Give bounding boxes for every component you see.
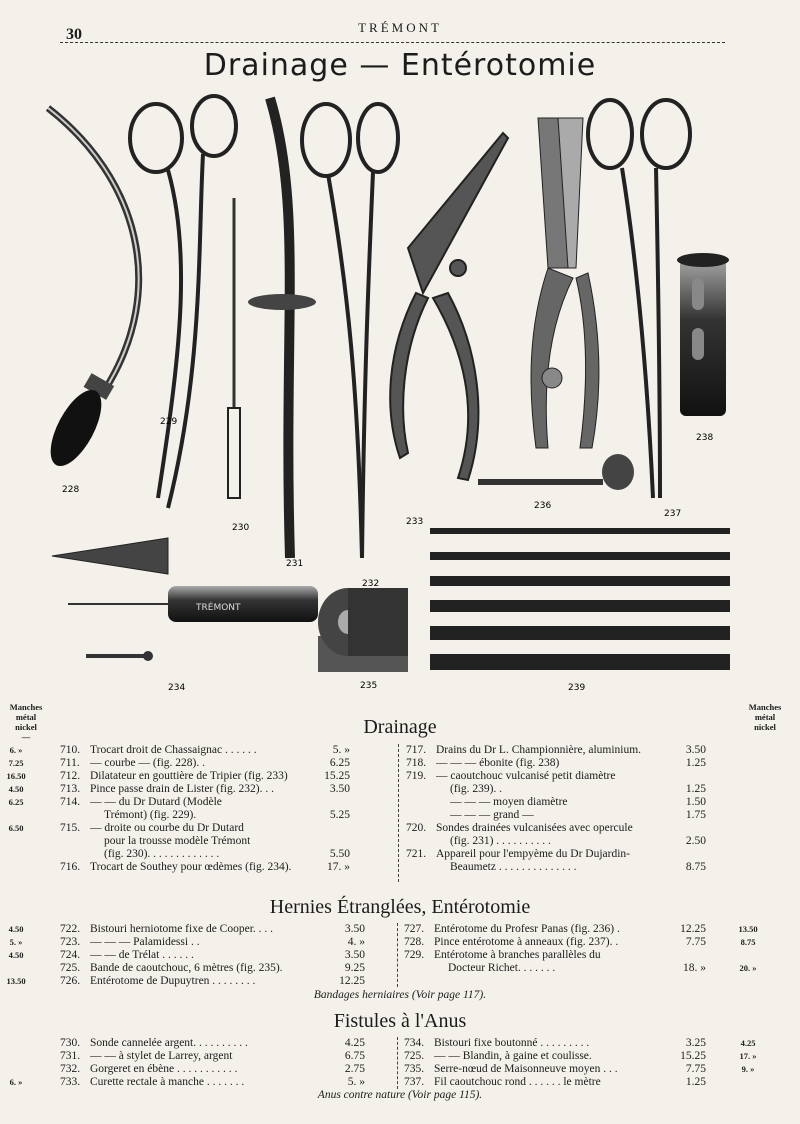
figure-236-enterotome [478, 118, 634, 490]
item-number: 723. [60, 936, 81, 948]
item-description: Trémont) (fig. 229). [104, 809, 197, 821]
item-price: 7.75 [685, 936, 706, 948]
item-description: Dilatateur en gouttière de Tripier (fig. 233) [90, 770, 288, 782]
catalogue-row [8, 949, 365, 962]
figure-234-trocar [52, 538, 318, 661]
item-number: 724. [60, 949, 81, 961]
item-description: — — Blandin, à gaine et coulisse. [434, 1050, 592, 1062]
item-description: — — — Palamidessi . . [90, 936, 200, 948]
header-rule [60, 42, 725, 43]
item-price: 5.25 [329, 809, 350, 821]
catalogue-row [406, 861, 706, 874]
fig-label-239: 239 [568, 683, 586, 693]
figure-237-pince [588, 100, 690, 498]
running-head: TRÉMONT [358, 20, 442, 35]
item-price: 8.75 [685, 861, 706, 873]
item-price: 1.75 [685, 809, 706, 821]
nickel-price: 7.25 [8, 758, 24, 768]
item-description: — caoutchouc vulcanisé petit diamètre [436, 770, 616, 782]
item-number: 725. [404, 1050, 425, 1062]
item-number: 721. [406, 848, 427, 860]
catalogue-row [404, 1063, 755, 1076]
item-number: 733. [60, 1076, 81, 1088]
page-number: 30 [66, 26, 82, 43]
column-divider [397, 1037, 398, 1089]
item-description: Bistouri herniotome fixe de Cooper. . . . [90, 923, 274, 935]
fig-label-231: 231 [286, 559, 304, 569]
catalogue-row [6, 975, 365, 988]
catalogue-row [404, 1050, 757, 1063]
item-price: 12.25 [680, 923, 706, 935]
item-description: pour la trousse modèle Trémont [104, 835, 251, 847]
nickel-price: 4.50 [8, 784, 24, 794]
catalogue-row [60, 1037, 365, 1050]
item-description: — courbe — (fig. 228). . [90, 757, 205, 769]
catalogue-row [60, 1063, 365, 1076]
item-description: — — — ébonite (fig. 238) [436, 757, 560, 769]
catalogue-row [9, 744, 350, 757]
fig-label-229: 229 [160, 417, 178, 427]
item-price: 2.50 [685, 835, 706, 847]
fig-label-237: 237 [664, 509, 682, 519]
item-number: 714. [60, 796, 81, 808]
figure-235-band [318, 588, 408, 672]
catalogue-row [6, 770, 350, 783]
figure-239-tubes [430, 528, 730, 670]
catalogue-row [406, 835, 706, 848]
hernies-left-column [6, 923, 365, 988]
item-number: 713. [60, 783, 81, 795]
item-number: 737. [404, 1076, 425, 1088]
item-price: 4.25 [344, 1037, 365, 1049]
item-number: 729. [404, 949, 425, 961]
figure-232-forceps [302, 104, 398, 558]
note-bandages: Bandages herniaires (Voir page 117). [313, 989, 487, 1001]
item-description: (fig. 230). . . . . . . . . . . . . [104, 848, 220, 860]
item-description: — droite ou courbe du Dr Dutard [90, 822, 244, 834]
item-description: Docteur Richet. . . . . . . [448, 962, 556, 974]
item-description: Curette rectale à manche . . . . . . . [90, 1076, 245, 1088]
catalogue-row [60, 962, 365, 975]
item-description: Gorgeret en ébène . . . . . . . . . . . [90, 1063, 238, 1075]
item-description: Entérotome à branches parallèles du [434, 949, 601, 961]
item-price: 6.75 [344, 1050, 365, 1062]
item-description: Pince passe drain de Lister (fig. 232). . . [90, 783, 274, 795]
nickel-price: 6.50 [8, 823, 24, 833]
item-number: 718. [406, 757, 427, 769]
item-price: 2.75 [344, 1063, 365, 1075]
item-description: — — à stylet de Larrey, argent [90, 1050, 233, 1062]
catalogue-row [406, 822, 706, 835]
item-description: Fil caoutchouc rond . . . . . . le mètre [434, 1076, 601, 1088]
nickel-price: 16.50 [6, 771, 26, 781]
figure-238-drain [677, 253, 729, 416]
nickel-price: 6. » [9, 745, 23, 755]
figure-230-probe [228, 198, 240, 498]
margin-header-left: Manches métal nickel — [9, 702, 43, 742]
catalogue-row [406, 796, 706, 809]
fistules-right-column [404, 1037, 757, 1089]
drainage-right-column [406, 744, 706, 874]
item-number: 732. [60, 1063, 81, 1075]
item-description: Trocart droit de Chassaignac . . . . . . [90, 744, 257, 756]
item-description: Entérotome du Profesr Panas (fig. 236) . [434, 923, 620, 935]
item-number: 731. [60, 1050, 81, 1062]
item-number: 715. [60, 822, 81, 834]
nickel-price: 4.50 [8, 924, 24, 934]
fig-label-233: 233 [406, 517, 424, 527]
nickel-price: 17. » [739, 1051, 757, 1061]
item-price: 3.50 [344, 949, 365, 961]
item-number: 711. [60, 757, 80, 769]
item-number: 730. [60, 1037, 81, 1049]
drainage-left-column [6, 744, 350, 874]
item-number: 720. [406, 822, 427, 834]
item-number: 727. [404, 923, 425, 935]
catalogue-row [406, 848, 706, 861]
fig-label-228: 228 [62, 485, 80, 495]
item-description: Sonde cannelée argent. . . . . . . . . . [90, 1037, 248, 1049]
item-number: 735. [404, 1063, 425, 1075]
item-price: 5. » [332, 744, 350, 756]
nickel-price: 4.50 [8, 950, 24, 960]
nickel-price: 8.75 [740, 937, 756, 947]
section-title-hernies: Hernies Étranglées, Entérotomie [269, 896, 531, 918]
nickel-price: 13.50 [738, 924, 758, 934]
nickel-price: 6. » [9, 1077, 23, 1087]
column-divider [397, 923, 398, 987]
item-number: 726. [60, 975, 81, 987]
item-number: 728. [404, 936, 425, 948]
item-number: 710. [60, 744, 81, 756]
section-title-fistules: Fistules à l'Anus [333, 1010, 467, 1032]
item-description: (fig. 239). . [450, 783, 503, 795]
item-price: 6.25 [329, 757, 350, 769]
column-divider [398, 744, 399, 882]
catalogue-row [8, 757, 350, 770]
catalogue-row [406, 757, 706, 770]
item-description: Appareil pour l'empyème du Dr Dujardin- [436, 848, 631, 860]
instruments-illustration [28, 88, 772, 698]
item-price: 3.50 [329, 783, 350, 795]
engraving-tremont: TRÉMONT [196, 603, 241, 613]
item-description: Sondes drainées vulcanisées avec opercule [436, 822, 633, 834]
item-description: Bistouri fixe boutonné . . . . . . . . . [434, 1037, 590, 1049]
catalogue-row [406, 783, 706, 796]
figure-233-dilator [390, 133, 508, 480]
item-price: 1.25 [685, 1076, 706, 1088]
item-price: 1.25 [685, 757, 706, 769]
item-description: Drains du Dr L. Championnière, aluminium. [436, 744, 642, 756]
hernies-right-column [404, 923, 758, 975]
catalogue-row [404, 936, 756, 949]
item-description: Serre-nœud de Maisonneuve moyen . . . [434, 1063, 618, 1075]
catalogue-row [60, 835, 350, 848]
catalogue-row [60, 1050, 365, 1063]
nickel-price: 5. » [9, 937, 23, 947]
item-price: 18. » [683, 962, 706, 974]
catalogue-row [9, 1076, 365, 1089]
fig-label-234: 234 [168, 683, 186, 693]
item-description: — — — moyen diamètre [450, 796, 568, 808]
nickel-price: 9. » [741, 1064, 755, 1074]
item-price: 1.25 [685, 783, 706, 795]
page-title: Drainage — Entérotomie [203, 48, 597, 83]
item-description: — — — grand — [450, 809, 534, 821]
item-number: 717. [406, 744, 427, 756]
figure-228-trocar [40, 108, 138, 474]
catalogue-row [9, 936, 365, 949]
margin-header-right: Manches métal nickel [748, 702, 782, 732]
item-description: Trocart de Southey pour œdèmes (fig. 234). [90, 861, 292, 873]
catalogue-row [60, 809, 350, 822]
catalogue-row [404, 949, 706, 962]
item-price: 9.25 [344, 962, 365, 974]
catalogue-row [406, 809, 706, 822]
item-description: — — de Trélat . . . . . . [90, 949, 194, 961]
nickel-price: 4.25 [740, 1038, 756, 1048]
item-price: 15.25 [324, 770, 350, 782]
fig-label-236: 236 [534, 501, 552, 511]
catalogue-row [406, 744, 706, 757]
item-description: — — du Dr Dutard (Modèle [90, 796, 222, 808]
catalogue-row [404, 923, 758, 936]
figure-229-forceps [130, 96, 236, 508]
catalogue-row [60, 848, 350, 861]
figure-231-sonde [248, 98, 316, 558]
catalogue-row [404, 1037, 756, 1050]
fig-label-238: 238 [696, 433, 714, 443]
item-description: Bande de caoutchouc, 6 mètres (fig. 235). [90, 962, 283, 974]
item-number: 719. [406, 770, 427, 782]
item-number: 725. [60, 962, 81, 974]
catalogue-row [404, 962, 757, 975]
item-price: 3.25 [685, 1037, 706, 1049]
fistules-left-column [9, 1037, 365, 1089]
item-price: 12.25 [339, 975, 365, 987]
item-price: 4. » [347, 936, 365, 948]
item-description: Entérotome de Dupuytren . . . . . . . . [90, 975, 256, 987]
item-price: 1.50 [685, 796, 706, 808]
item-number: 716. [60, 861, 81, 873]
section-title-drainage: Drainage [363, 716, 437, 738]
nickel-price: 13.50 [6, 976, 26, 986]
catalogue-row [8, 783, 350, 796]
item-price: 3.50 [344, 923, 365, 935]
item-price: 5. » [347, 1076, 365, 1088]
item-description: Beaumetz . . . . . . . . . . . . . . [450, 861, 577, 873]
item-price: 15.25 [680, 1050, 706, 1062]
item-price: 5.50 [329, 848, 350, 860]
note-anus: Anus contre nature (Voir page 115). [317, 1089, 483, 1101]
catalogue-row [60, 861, 350, 874]
catalogue-row [8, 796, 350, 809]
fig-label-230: 230 [232, 523, 250, 533]
nickel-price: 20. » [739, 963, 757, 973]
fig-label-232: 232 [362, 579, 380, 589]
catalogue-row [8, 822, 350, 835]
item-price: 7.75 [685, 1063, 706, 1075]
item-description: (fig. 231) . . . . . . . . . . [450, 835, 551, 847]
catalogue-row [404, 1076, 706, 1089]
item-description: Pince entérotome à anneaux (fig. 237). . [434, 936, 619, 948]
catalogue-row [8, 923, 365, 936]
catalogue-row [406, 770, 706, 783]
item-number: 734. [404, 1037, 425, 1049]
item-number: 722. [60, 923, 81, 935]
fig-label-235: 235 [360, 681, 378, 691]
item-price: 17. » [327, 861, 350, 873]
item-number: 712. [60, 770, 81, 782]
nickel-price: 6.25 [8, 797, 24, 807]
item-price: 3.50 [685, 744, 706, 756]
